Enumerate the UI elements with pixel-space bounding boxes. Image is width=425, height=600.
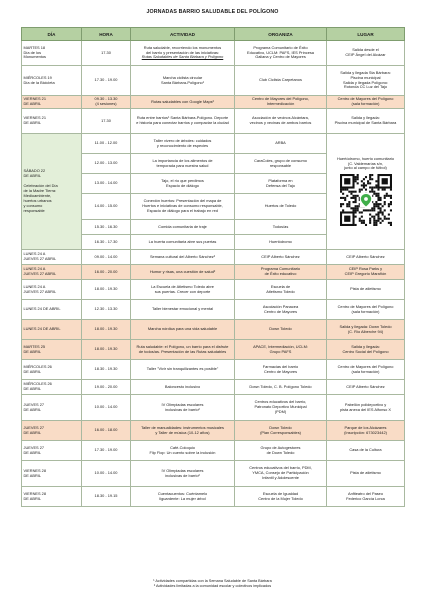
day-cell: JUEVES 27 DE ABRIL bbox=[22, 441, 82, 461]
organizer-cell: CaraColes, grupo de consumo responsable bbox=[235, 154, 327, 174]
day-cell: VIERNES 21 DE ABRIL bbox=[22, 109, 82, 134]
time-cell: 16.00 - 18.00 bbox=[82, 421, 131, 441]
time-cell: 13.00 - 14.00 bbox=[82, 174, 131, 194]
header-organiza: ORGANIZA bbox=[235, 28, 327, 41]
place-cell: Salida y llegada: Piscina municipal de Santa Bárbara bbox=[327, 109, 405, 134]
activity-cell: Rutas saludables con Google Maps² bbox=[131, 96, 235, 109]
activity-cell: Taller "Vivir sin tranquilizantes es posible" bbox=[131, 360, 235, 380]
table-row bbox=[22, 41, 405, 66]
organizer-cell: Farmacias del barrio Centro de Mayores bbox=[235, 360, 327, 380]
time-cell: 19.00 - 20.00 bbox=[82, 380, 131, 395]
activity-cell: Comida comunitaria de traje bbox=[131, 220, 235, 235]
organizer-cell: Centro de Mayores del Polígono, Intermedicación bbox=[235, 96, 327, 109]
time-cell: 18.00 - 19.30 bbox=[82, 320, 131, 340]
time-cell: 16.00 - 20.00 bbox=[82, 265, 131, 280]
organizer-cell: Grupo de Autogestores de Down Toledo bbox=[235, 441, 327, 461]
organizer-cell: CEIP Alberto Sánchez bbox=[235, 250, 327, 265]
place-cell: CEIP Alberto Sánchez bbox=[327, 380, 405, 395]
place-cell: Casa de la Cultura bbox=[327, 441, 405, 461]
time-cell: 16.30 - 17.30 bbox=[82, 235, 131, 250]
place-cell: CEIP Alberto Sánchez bbox=[327, 250, 405, 265]
table-row bbox=[22, 340, 405, 360]
organizer-cell: Huertódromo bbox=[235, 235, 327, 250]
day-cell: LUNES 24 A JUEVES 27 ABRIL bbox=[22, 265, 82, 280]
table-row bbox=[22, 280, 405, 300]
organizer-cell: Escuela de Atletismo Toledo bbox=[235, 280, 327, 300]
organizer-cell: Asociación Panacea Centro de Mayores bbox=[235, 300, 327, 320]
place-cell: Salida desde el CEIP Ángel del Alcázar bbox=[327, 41, 405, 66]
time-cell: 17.30 - 19.00 bbox=[82, 441, 131, 461]
header-actividad: ACTIVIDAD bbox=[131, 28, 235, 41]
activity-cell: La importancia de los alimentos de temporada para nuestra salud bbox=[131, 154, 235, 174]
activity-cell: Marcha ciclista circular Santa Bárbara-Polígono¹ bbox=[131, 66, 235, 96]
table-row bbox=[22, 461, 405, 487]
organizer-cell: Club Ciclista Carpetanos bbox=[235, 66, 327, 96]
day-cell: VIERNES 21 DE ABRIL bbox=[22, 96, 82, 109]
place-cell: Salida y llegada: Centro Social del Polígono bbox=[327, 340, 405, 360]
day-cell: MIÉRCOLES 26 DE ABRIL bbox=[22, 380, 82, 395]
day-cell: LUNES 24 DE ABRIL bbox=[22, 320, 82, 340]
header-lugar: LUGAR bbox=[327, 28, 405, 41]
activity-cell: IV Olimpiadas escolares inclusivas de barrio² bbox=[131, 395, 235, 421]
day-cell: MIÉRCOLES 19 Día de la Bicicleta bbox=[22, 66, 82, 96]
time-cell: 15.30 - 16.30 bbox=[82, 220, 131, 235]
time-cell: 18.30 - 19.30 bbox=[82, 360, 131, 380]
activity-cell: La Escuela de Atletismo Toledo abre sus puertas. Crecer con deporte bbox=[131, 280, 235, 300]
place-cell: Parque de los Alcázares (Inscripción: 673023442) bbox=[327, 421, 405, 441]
table-row bbox=[22, 265, 405, 280]
page-title: JORNADAS BARRIO SALUDABLE DEL POLÍGONO bbox=[146, 9, 279, 15]
day-cell: LUNES 24 DE ABRIL bbox=[22, 300, 82, 320]
table-row bbox=[22, 134, 405, 154]
table-row bbox=[22, 441, 405, 461]
sabado-place-cell bbox=[327, 134, 405, 250]
time-cell: 11.00 - 12.00 bbox=[82, 134, 131, 154]
day-cell: LUNES 24 A JUEVES 27 ABRIL bbox=[22, 280, 82, 300]
activity-cell: Ruta saludable: el Polígono, un barrio para el disfrute de todos/as. Presentación de las Rutas saludables bbox=[131, 340, 235, 360]
activity-cell: Conexión huertos: Presentación del mapa de Huertos e iniciativas de consumo responsable, Espacio de diálogo para el trabajo en red bbox=[131, 194, 235, 220]
time-cell: 14.00 - 15.00 bbox=[82, 194, 131, 220]
sabado-day-cell: SÁBADO 22 DE ABRIL Celebración del Día de la Madre Tierra: Medioambiente, huertos urbanos y consumo responsable bbox=[22, 134, 82, 250]
organizer-cell: Down Toledo, C. B. Polígono Toledo bbox=[235, 380, 327, 395]
sabado-place-text: Huertódromo, huerto comunitario (C. Valdemarías s/n, junto al campo de fútbol) bbox=[336, 155, 395, 171]
table-row bbox=[22, 421, 405, 441]
place-cell: CEIP Rosa Parks y CEIP Gregorio Marañón bbox=[327, 265, 405, 280]
table-row bbox=[22, 66, 405, 96]
time-cell: 17.30 - 19.00 bbox=[82, 66, 131, 96]
table-row bbox=[22, 320, 405, 340]
time-cell: 12.30 - 13.30 bbox=[82, 300, 131, 320]
time-cell: 09.30 - 13.30 (4 sesiones) bbox=[82, 96, 131, 109]
day-cell: MARTES 25 DE ABRIL bbox=[22, 340, 82, 360]
qr-code-icon[interactable] bbox=[340, 174, 392, 226]
activity-cell: Taller vivero de árboles: cuidados y reconocimiento de especies bbox=[131, 134, 235, 154]
table-row bbox=[22, 300, 405, 320]
day-cell: MARTES 18 Día de los Monumentos bbox=[22, 41, 82, 66]
activity-cell: Marcha nórdica para una vida saludable bbox=[131, 320, 235, 340]
organizer-cell: Programa Comunitario de Éxito Educativo, UCLM: PAFS, IES Princesa Galiana y Centro de Mayores bbox=[235, 41, 327, 66]
organizer-cell: APACE, Intermediación, UCLM: Grupo PAFS bbox=[235, 340, 327, 360]
organizer-cell: Programa Comunitario de Éxito educativo bbox=[235, 265, 327, 280]
place-cell: Pista de atletismo bbox=[327, 280, 405, 300]
day-cell: JUEVES 27 DE ABRIL bbox=[22, 395, 82, 421]
header-dia: DÍA bbox=[22, 28, 82, 41]
organizer-cell: Plataforma en Defensa del Tajo bbox=[235, 174, 327, 194]
activity-cell: Humor y risas, una cuestión de salud² bbox=[131, 265, 235, 280]
place-cell: Centro de Mayores del Polígono (sala formación) bbox=[327, 360, 405, 380]
table-row bbox=[22, 395, 405, 421]
organizer-cell: Centros educativos del barrio, Patronato Deportivo Municipal (PDM) bbox=[235, 395, 327, 421]
time-cell: 18.30 - 19.15 bbox=[82, 487, 131, 507]
activity-highlight: Rutas Saludables de Santa Bárbara y Polígono bbox=[141, 54, 224, 60]
table-row bbox=[22, 487, 405, 507]
activity-cell: Semana cultural del Alberto Sánchez² bbox=[131, 250, 235, 265]
place-cell: Centro de Mayores del Polígono (sala formación) bbox=[327, 96, 405, 109]
day-cell: LUNES 24 A JUEVES 27 ABRIL bbox=[22, 250, 82, 265]
time-cell: 10.00 - 14.00 bbox=[82, 395, 131, 421]
activity-cell: Baloncesto inclusivo bbox=[131, 380, 235, 395]
activity-cell: La huerta comunitaria abre sus puertas bbox=[131, 235, 235, 250]
time-cell: 17.30 bbox=[82, 41, 131, 66]
table-header-row bbox=[22, 28, 405, 41]
activity-cell: Ruta entre barrios¹ Santa Bárbara-Polígono. Deporte e historia para conectar barrios y compactar la ciudad bbox=[131, 109, 235, 134]
time-cell: 17.30 bbox=[82, 109, 131, 134]
time-cell: 18.00 - 19.30 bbox=[82, 340, 131, 360]
day-cell: MIÉRCOLES 26 DE ABRIL bbox=[22, 360, 82, 380]
time-cell: 09.00 - 14.00 bbox=[82, 250, 131, 265]
time-cell: 18.00 - 19.30 bbox=[82, 280, 131, 300]
activity-cell: Taller de manualidades: instrumentos musicales y Taller de música (10-12 años) bbox=[131, 421, 235, 441]
organizer-cell: Asociación de vecinos Alcántara, vecinos y vecinas de ambos barrios bbox=[235, 109, 327, 134]
place-cell: Anfiteatro del Paseo Federico García Lorca bbox=[327, 487, 405, 507]
table-row bbox=[22, 380, 405, 395]
organizer-cell: Escuela de Igualdad Centro de la Mujer Toledo bbox=[235, 487, 327, 507]
time-cell: 10.00 - 14.00 bbox=[82, 461, 131, 487]
table-row bbox=[22, 360, 405, 380]
footnote-2: ² Actividades limitadas a la comunidad escolar y colectivos implicados bbox=[153, 584, 272, 589]
table-row bbox=[22, 109, 405, 134]
activity-cell: IV Olimpiadas escolares inclusivas de barrio² bbox=[131, 461, 235, 487]
header-hora: HORA bbox=[82, 28, 131, 41]
activity-cell: Café-Coloquio Flip Flop: Un cuento sobre la inclusión bbox=[131, 441, 235, 461]
place-cell: Pabellón polideportivo y pista anexa del IES Alfonso X bbox=[327, 395, 405, 421]
table-row bbox=[22, 250, 405, 265]
organizer-cell: Down Toledo (Plan Corresponsables) bbox=[235, 421, 327, 441]
organizer-cell: Centros educativos del barrio, PDM, YMCA, Consejo de Participación Infantil y Adolescente bbox=[235, 461, 327, 487]
organizer-cell: Huertos de Toledo bbox=[235, 194, 327, 220]
footnotes bbox=[0, 579, 425, 589]
time-cell: 12.00 - 13.00 bbox=[82, 154, 131, 174]
table-row bbox=[22, 96, 405, 109]
schedule-table bbox=[21, 27, 405, 507]
activity-cell: Cuentacuentos: Cuéntamelo liguardente: La mujer árbol bbox=[131, 487, 235, 507]
day-cell: JUEVES 27 DE ABRIL bbox=[22, 421, 82, 441]
organizer-cell: Down Toledo bbox=[235, 320, 327, 340]
organizer-cell: ARBA bbox=[235, 134, 327, 154]
place-cell: Centro de Mayores del Polígono (sala formación) bbox=[327, 300, 405, 320]
place-cell: Salida y llegada Sta Bárbara: Piscina municipal Salida y llegada Polígono: Rotonda CC Luz del Tajo bbox=[327, 66, 405, 96]
footnote-1: ¹ Actividades compartidas con la Semana Saludable de Santa Bárbara bbox=[153, 579, 272, 583]
place-cell: Salida y llegada: Down Toledo (C. Río Alberche 94) bbox=[327, 320, 405, 340]
activity-cell: Tajo, el río que perdimos Espacio de diálogo bbox=[131, 174, 235, 194]
place-cell: Pista de atletismo bbox=[327, 461, 405, 487]
day-cell: VIERNES 28 DE ABRIL bbox=[22, 461, 82, 487]
activity-cell: Ruta saludable, recorriendo los monumentos del barrio y presentación de las iniciativas: Rutas Saludables de Santa Bárbara y Polígono bbox=[131, 41, 235, 66]
day-cell: VIERNES 28 DE ABRIL bbox=[22, 487, 82, 507]
activity-cell: Taller bienestar emocional y mental bbox=[131, 300, 235, 320]
organizer-cell: Todos/as bbox=[235, 220, 327, 235]
